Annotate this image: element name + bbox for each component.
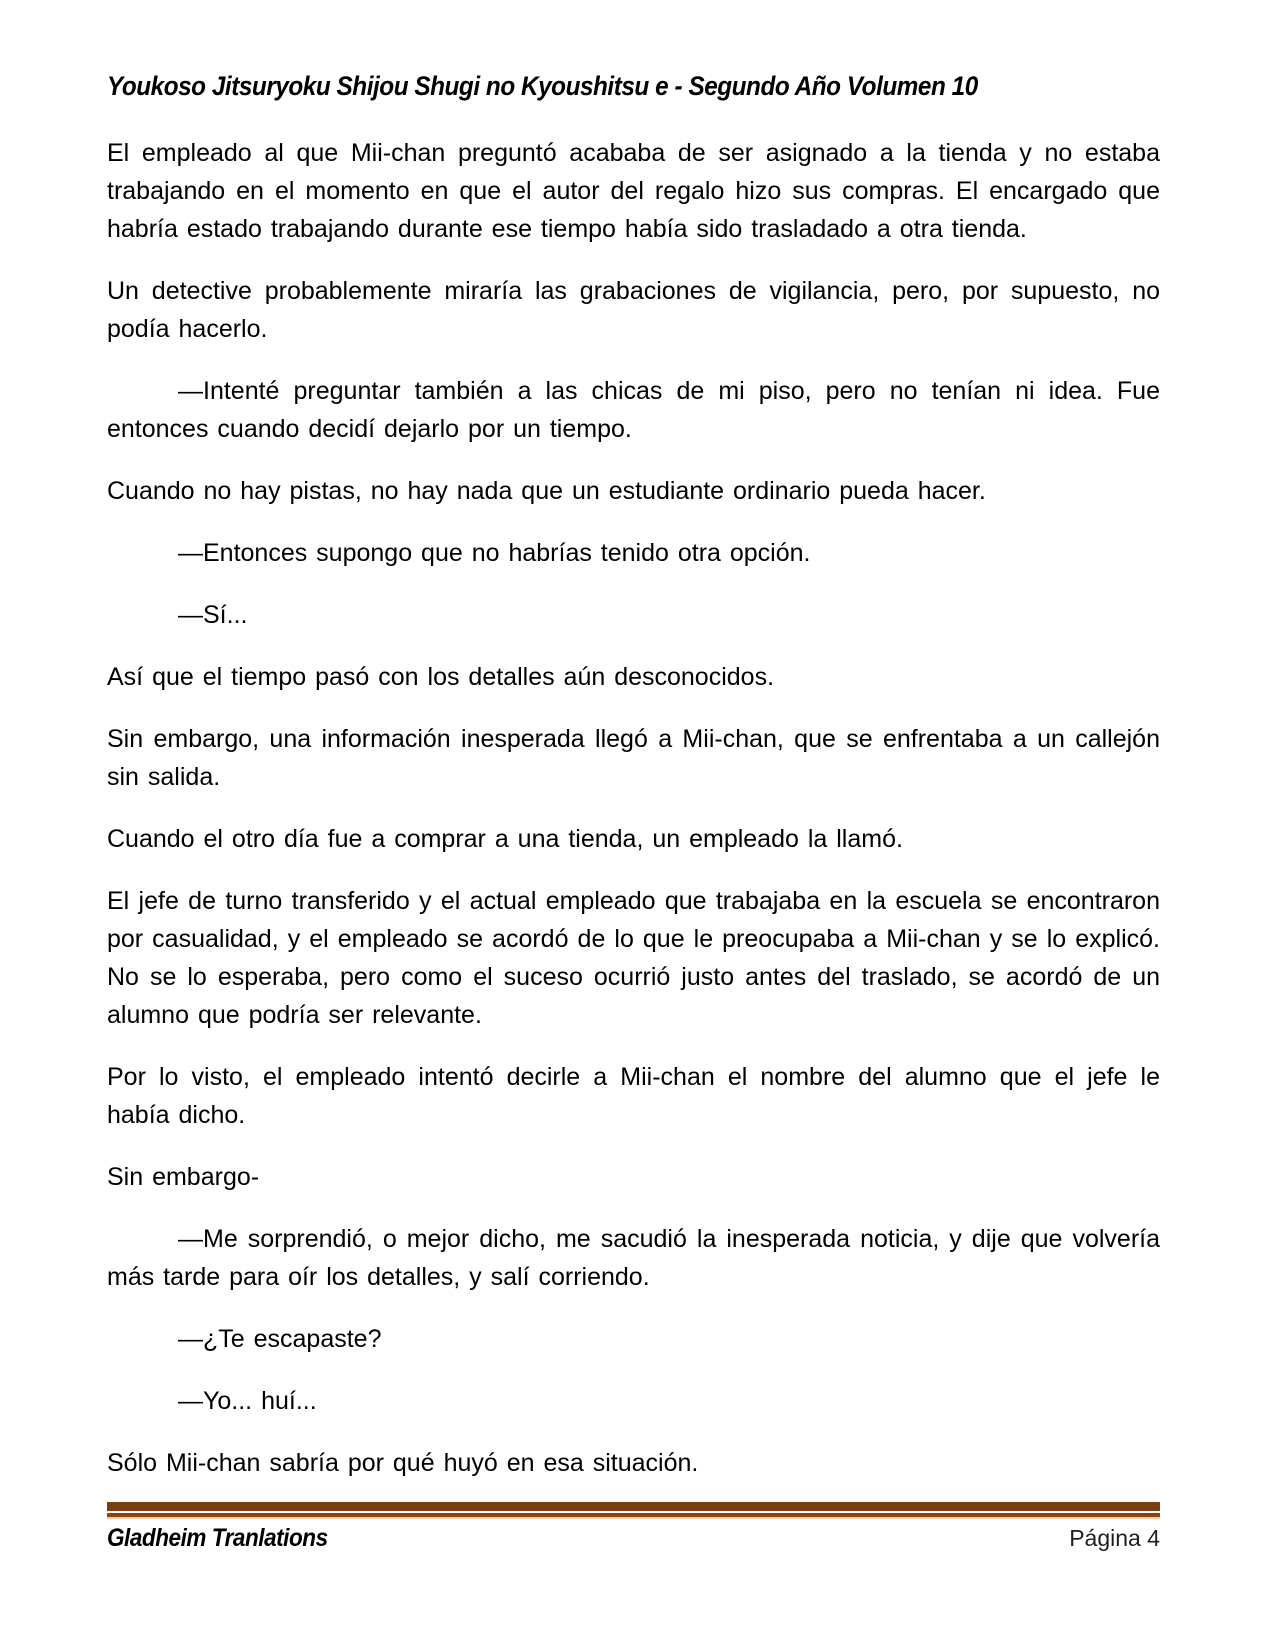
volume-title: Youkoso Jitsuryoku Shijou Shugi no Kyoushitsu e - Segundo Año Volumen 10	[107, 71, 978, 101]
paragraph-13-dialogue: —Me sorprendió, o mejor dicho, me sacudió la inesperada noticia, y dije que volvería más tarde para oír los detalles, y salí corriendo.	[107, 1225, 1160, 1291]
footer-rule-light-line	[107, 1517, 1160, 1519]
page-number: Página 4	[1069, 1525, 1160, 1551]
footer-text-row	[107, 1524, 1160, 1553]
paragraph-7: Así que el tiempo pasó con los detalles aún desconocidos.	[107, 663, 775, 691]
paragraph-9: Cuando el otro día fue a comprar a una tienda, un empleado la llamó.	[107, 825, 903, 853]
paragraph-12: Sin embargo-	[107, 1163, 260, 1191]
paragraph-10: El jefe de turno transferido y el actual empleado que trabajaba en la escuela se encontraron por casualidad, y el empleado se acordó de lo que le preocupaba a Mii-chan y se lo explicó. No se lo esperaba, pero como el suceso ocurrió justo antes del traslado, se acordó de un alumno que podría ser relevante.	[107, 887, 1160, 1029]
page-footer	[107, 1502, 1160, 1553]
paragraph-3-dialogue: —Intenté preguntar también a las chicas de mi piso, pero no tenían ni idea. Fue entonces cuando decidí dejarlo por un tiempo.	[107, 377, 1160, 443]
paragraph-1: El empleado al que Mii-chan preguntó acababa de ser asignado a la tienda y no estaba trabajando en el momento en que el autor del regalo hizo sus compras. El encargado que habría estado trabajando durante ese tiempo había sido trasladado a otra tienda.	[107, 139, 1160, 243]
paragraph-8: Sin embargo, una información inesperada llegó a Mii-chan, que se enfrentaba a un callejón sin salida.	[107, 725, 1160, 791]
translator-credit: Gladheim Tranlations	[107, 1524, 328, 1552]
footer-rule	[107, 1502, 1160, 1519]
paragraph-11: Por lo visto, el empleado intentó decirle a Mii-chan el nombre del alumno que el jefe le había dicho.	[107, 1063, 1160, 1129]
paragraph-6-dialogue: —Sí...	[178, 601, 248, 629]
paragraph-2: Un detective probablemente miraría las grabaciones de vigilancia, pero, por supuesto, no podía hacerlo.	[107, 277, 1160, 343]
paragraph-14-dialogue: —¿Te escapaste?	[178, 1325, 382, 1353]
page-header	[107, 70, 1160, 102]
page-body	[107, 134, 1160, 1506]
paragraph-16: Sólo Mii-chan sabría por qué huyó en esa situación.	[107, 1449, 699, 1477]
footer-rule-thick-bar	[107, 1502, 1160, 1511]
paragraph-5-dialogue: —Entonces supongo que no habrías tenido otra opción.	[178, 539, 811, 567]
paragraph-15-dialogue: —Yo... huí...	[178, 1387, 317, 1415]
paragraph-4: Cuando no hay pistas, no hay nada que un estudiante ordinario pueda hacer.	[107, 477, 986, 505]
